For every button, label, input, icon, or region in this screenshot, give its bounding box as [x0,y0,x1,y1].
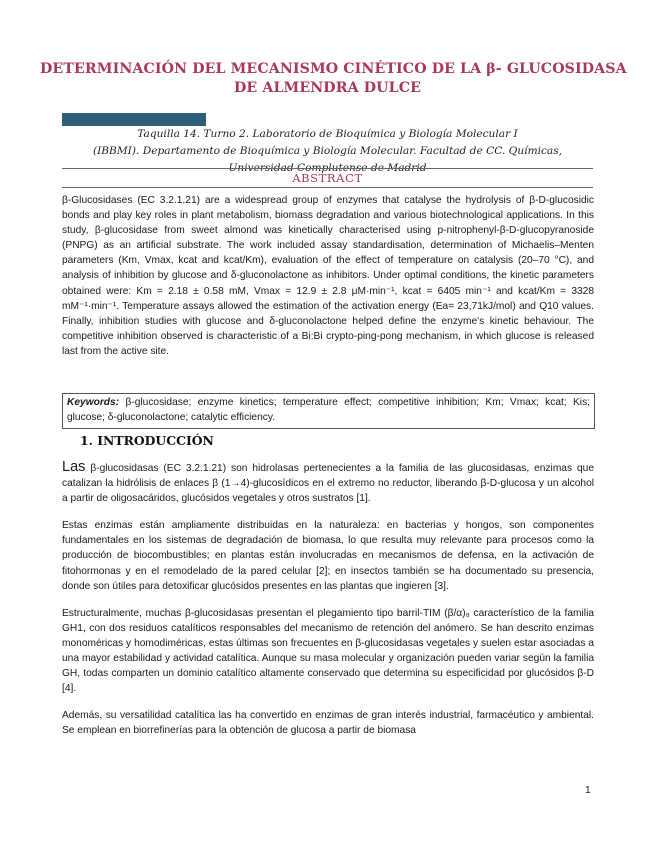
paper-title [40,60,627,98]
section-heading-introduccion: 1. INTRODUCCIÓN [80,433,214,448]
keywords-list: β-glucosidase; enzyme kinetics; temperature effect; competitive inhibition; Km; Vmax; kcat; Kis; glucose; δ-gluconolactone; catalytic efficiency. [67,397,590,423]
title-line: DE ALMENDRA DULCE [233,80,422,96]
introduction-body [62,460,594,739]
intro-paragraph: Estas enzimas están ampliamente distribuidas en la naturaleza: en bacterias y hongos, son componentes fundamentales en los sistemas de degradación de biomasa, lo que resulta muy relevante para procesos como la producción de biocombustibles; en plantas están involucradas en mecanismos de defensa, en la activación de fitohormonas y en el remodelado de la pared celular [2]; en insectos también se ha documentado su presencia, donde son útiles para detoxificar glucósidos presentes en las plantas que ingieren [3]. [62,520,594,592]
affiliation-line: Universidad Complutense de Madrid [228,162,427,174]
abstract-heading: ABSTRACT [292,171,363,185]
keywords-box [62,393,595,429]
intro-paragraph: Estructuralmente, muchas β-glucosidasas presentan el plegamiento tipo barril-TIM (β/α)₈ característico de la familia GH1, con dos residuos catalíticos responsables del mecanismo de retención del anómero. Se han descrito enzimas monoméricas y homodiméricas, estas últimas son frecuentes en β-glucosidasas vegetales y suelen estar asociadas a una mayor estabilidad y actividad catalítica. Aunque su masa molecular y organización pueden variar según la familia GH, todas comparten un dominio catalítico altamente conservado que determina su especificidad por glucósidos β-D [4]. [62,607,594,695]
abstract-top-rule [62,168,593,169]
redacted-author-block [62,113,206,126]
title-line: DETERMINACIÓN DEL MECANISMO CINÉTICO DE LA β- GLUCOSIDASA [40,61,627,77]
intro-paragraph: Además, su versatilidad catalítica las ha convertido en enzimas de gran interés industrial, farmacéutico y ambiental. Se emplean en biorrefinerías para la obtención de glucosa a partir de biomasa [62,710,594,737]
affiliation-line: (IBBMI). Departamento de Bioquímica y Biología Molecular. Facultad de CC. Químicas, [92,145,563,157]
intro-lead-word: Las [62,459,86,475]
abstract-bottom-rule [62,187,593,188]
abstract-paragraph: β-Glucosidases (EC 3.2.1.21) are a widespread group of enzymes that catalyse the hydrolysis of β-D-glucosidic bonds and play key roles in plant metabolism, biomass degradation and various biotechnological applications. In this study, β-glucosidase from sweet almond was kinetically characterised using p-nitrophenyl-β-D-glucopyranoside (PNPG) as an artificial substrate. The work included assay standardisation, determination of Michaelis–Menten parameters (Km, Vmax, kcat and kcat/Km), evaluation of the effect of temperature on catalysis (20–70 °C), and analysis of inhibition by glucose and δ-gluconolactone as inhibitors. Under optimal conditions, the kinetic parameters obtained were: Km = 2.18 ± 0.58 mM, Vmax = 12.9 ± 2.8 μM·min⁻¹, kcat = 6405 min⁻¹ and kcat/Km = 3328 mM⁻¹·min⁻¹. Temperature assays allowed the estimation of the activation energy (Ea= 23,71kJ/mol) and Q10 values. Finally, inhibition studies with glucose and δ-gluconolactone helped define the enzyme's kinetic behaviour. The competitive inhibition observed is characteristic of a Bi:Bi crypto-ping-pong mechanism, in which glucose is released last from the active site. [62,195,594,357]
affiliation-line: Taquilla 14. Turno 2. Laboratorio de Bioquímica y Biología Molecular I [62,113,593,143]
keywords-label: Keywords: [67,397,120,408]
page-number: 1 [585,785,591,796]
abstract-body [62,193,594,359]
intro-paragraph: Las β-glucosidasas (EC 3.2.1.21) son hidrolasas pertenecientes a la familia de las glucosidasas, enzimas que catalizan la hidrólisis de enlaces β (1→4)-glucosídicos en el extremo no reductor, liberando β-D-glucosa y un alcohol a partir de oligosacáridos, glucósidos vegetales y otros sustratos [1]. [62,459,594,505]
